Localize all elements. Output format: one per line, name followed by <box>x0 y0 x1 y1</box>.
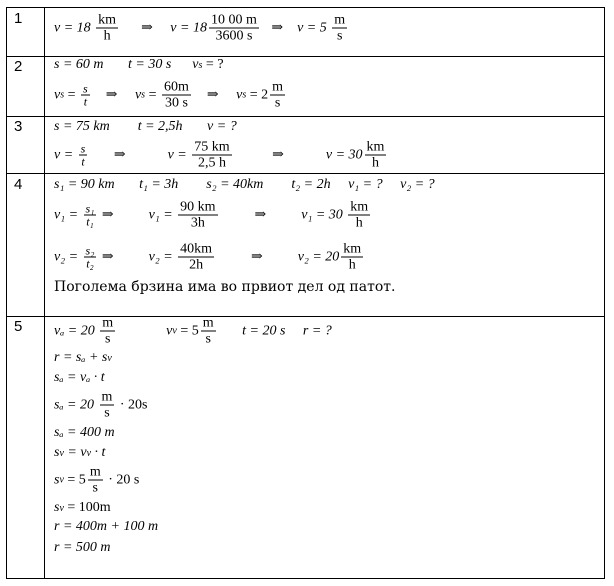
equation-text: = ? <box>202 57 224 72</box>
fraction-numerator: 90 km <box>180 199 216 215</box>
fraction-numerator: km <box>98 12 117 28</box>
equation-text: = <box>64 87 80 102</box>
equation-text: ⇒ <box>260 20 298 36</box>
fraction-denominator: 3600 s <box>215 28 253 44</box>
fraction <box>81 83 90 108</box>
equation-text: v = 18 <box>170 20 207 35</box>
fraction-numerator: m <box>89 464 101 480</box>
equation-text: v₂ = <box>54 249 82 264</box>
equation-text: s <box>54 445 60 460</box>
equation-text: · 20 s <box>104 472 140 487</box>
fraction-numerator: 40km <box>180 241 213 257</box>
fraction <box>100 390 115 421</box>
fraction <box>96 13 118 44</box>
equation-text: = 2 <box>246 87 269 102</box>
row-number: 2 <box>14 58 23 75</box>
equation-line <box>54 57 224 73</box>
fraction-denominator: t₁ <box>86 214 94 229</box>
row-number: 3 <box>14 118 23 135</box>
equation-text: v <box>86 447 92 459</box>
fraction-numerator: m <box>202 315 214 331</box>
equation-text: r = 400m + 100 m <box>54 519 159 534</box>
equation-text: ⇒ <box>192 87 237 103</box>
equation-line <box>54 465 139 496</box>
equation-text: v₁ = <box>54 207 82 222</box>
fraction <box>270 80 285 111</box>
fraction-numerator: m <box>102 315 114 331</box>
equation-text: · t <box>91 445 106 460</box>
equation-text: v₁ = <box>148 207 177 222</box>
fraction-numerator: 75 km <box>194 139 230 155</box>
equation-text: v <box>117 323 173 338</box>
equation-line <box>54 540 111 556</box>
equation-line <box>54 13 349 44</box>
equation-text: ⇒ <box>91 87 135 103</box>
equation-text: r = 500 m <box>54 540 111 555</box>
fraction-denominator: 2h <box>189 257 204 273</box>
fraction-numerator: m <box>101 389 113 405</box>
equation-text: s <box>141 89 146 101</box>
fraction-numerator: km <box>343 241 362 257</box>
fraction <box>84 203 97 228</box>
equation-text: v <box>59 474 64 486</box>
equation-text: · 20s <box>116 397 148 412</box>
equation-text: v₂ = 20 <box>297 249 340 264</box>
fraction <box>178 200 217 231</box>
equation-text: sₐ = vₐ · t <box>54 370 105 385</box>
equation-line <box>54 279 395 295</box>
fraction <box>341 242 363 273</box>
equation-line <box>54 80 287 111</box>
fraction-numerator: s <box>83 81 88 96</box>
fraction-denominator: s <box>104 405 110 421</box>
equation-text: v <box>59 447 64 459</box>
equation-text: = v <box>63 445 87 460</box>
equation-line <box>54 242 365 273</box>
fraction <box>365 140 387 171</box>
fraction-denominator: t <box>81 154 85 169</box>
equation-text: v <box>236 87 243 102</box>
equation-text: = 100m <box>63 500 111 515</box>
equation-text: ⇒ <box>89 147 168 163</box>
fraction <box>178 242 214 273</box>
fraction-denominator: 2,5 h <box>197 155 226 171</box>
equation-text: ⇒ <box>98 249 149 265</box>
fraction <box>84 245 97 270</box>
equation-line <box>54 519 158 535</box>
fraction-numerator: s₁ <box>85 201 95 216</box>
equation-line <box>54 370 105 386</box>
equation-text: ⇒ <box>120 20 171 36</box>
equation-text: vₐ = 20 <box>54 323 99 338</box>
equation-text: v₁ = 30 <box>301 207 347 222</box>
row-number: 1 <box>14 10 23 27</box>
equation-text: ⇒ <box>98 207 149 223</box>
fraction-numerator: s <box>80 141 86 156</box>
fraction <box>348 200 370 231</box>
fraction-denominator: s <box>274 95 281 111</box>
equation-text: v <box>54 87 61 102</box>
fraction-numerator: s₂ <box>85 243 95 258</box>
equation-text: v = 30 <box>325 147 363 162</box>
equation-line <box>54 445 105 461</box>
equation-text: v = <box>167 147 191 162</box>
fraction-numerator: 10 00 m <box>210 12 257 28</box>
equation-text: t = 20 s r = ? <box>217 323 332 338</box>
equation-text: s = 60 m t = 30 s v <box>54 57 199 72</box>
equation-text: v <box>134 87 142 102</box>
fraction-denominator: s <box>104 331 111 347</box>
fraction <box>209 13 259 44</box>
equation-text: ⇒ <box>216 249 298 265</box>
fraction-numerator: km <box>366 139 385 155</box>
equation-text: v <box>172 325 177 337</box>
equation-text: v = 18 <box>54 20 95 35</box>
equation-line <box>54 140 388 171</box>
fraction-denominator: h <box>355 215 363 231</box>
equation-line <box>54 316 332 347</box>
fraction <box>88 465 103 496</box>
equation-text: s₁ = 90 km t₁ = 3h s₂ = 40km t₂ = 2h v₁ = ? v₂ = ? <box>54 177 435 192</box>
row-divider <box>6 173 605 174</box>
conclusion-text: Поголема брзина има во првиот дел од патот. <box>54 279 396 295</box>
equation-text: = <box>145 87 160 102</box>
fraction <box>100 316 115 347</box>
equation-text: v <box>59 502 64 514</box>
fraction-denominator: s <box>92 480 98 496</box>
equation-text: v <box>107 352 112 364</box>
equation-text: s <box>54 500 60 515</box>
equation-line <box>54 119 237 135</box>
equation-text: s <box>54 472 60 487</box>
row-number: 4 <box>14 176 23 193</box>
equation-text: v₂ = <box>148 249 177 264</box>
column-divider <box>44 7 45 579</box>
fraction-denominator: h <box>348 257 356 273</box>
equation-text: sₐ = 400 m <box>54 425 115 440</box>
fraction-denominator: 3h <box>190 215 205 231</box>
fraction-denominator: s <box>205 331 211 347</box>
fraction <box>79 143 88 168</box>
equation-text: sₐ = 20 <box>54 397 98 412</box>
equation-text: v = <box>54 147 77 162</box>
fraction-denominator: s <box>336 28 343 44</box>
equation-line <box>54 500 111 516</box>
equation-text: s <box>242 89 247 101</box>
equation-line <box>54 200 372 231</box>
equation-text: r = sₐ + s <box>54 350 108 365</box>
equation-line <box>54 350 112 366</box>
fraction-denominator: t <box>83 94 88 109</box>
fraction <box>201 316 216 347</box>
equation-text: s <box>60 89 65 101</box>
equation-text: = 5 <box>176 323 199 338</box>
fraction-denominator: h <box>371 155 379 171</box>
equation-text: ⇒ <box>219 207 302 223</box>
fraction-denominator: t₂ <box>86 256 94 271</box>
equation-line <box>54 390 148 421</box>
fraction <box>162 80 191 111</box>
fraction-numerator: m <box>334 12 346 28</box>
equation-line <box>54 425 115 441</box>
equation-text: v = 5 <box>297 20 331 35</box>
fraction <box>332 13 347 44</box>
row-divider <box>6 116 605 117</box>
equation-line <box>54 177 435 193</box>
fraction <box>192 140 231 171</box>
fraction-numerator: 60m <box>163 79 189 95</box>
equation-text: ⇒ <box>233 147 326 163</box>
fraction-denominator: 30 s <box>164 95 188 111</box>
row-number: 5 <box>14 318 23 335</box>
equation-text: = 5 <box>63 472 86 487</box>
equation-text: s <box>198 59 203 71</box>
fraction-denominator: h <box>103 28 111 44</box>
fraction-numerator: km <box>350 199 369 215</box>
equation-text: s = 75 km t = 2,5h v = ? <box>54 119 237 134</box>
fraction-numerator: m <box>272 79 284 95</box>
